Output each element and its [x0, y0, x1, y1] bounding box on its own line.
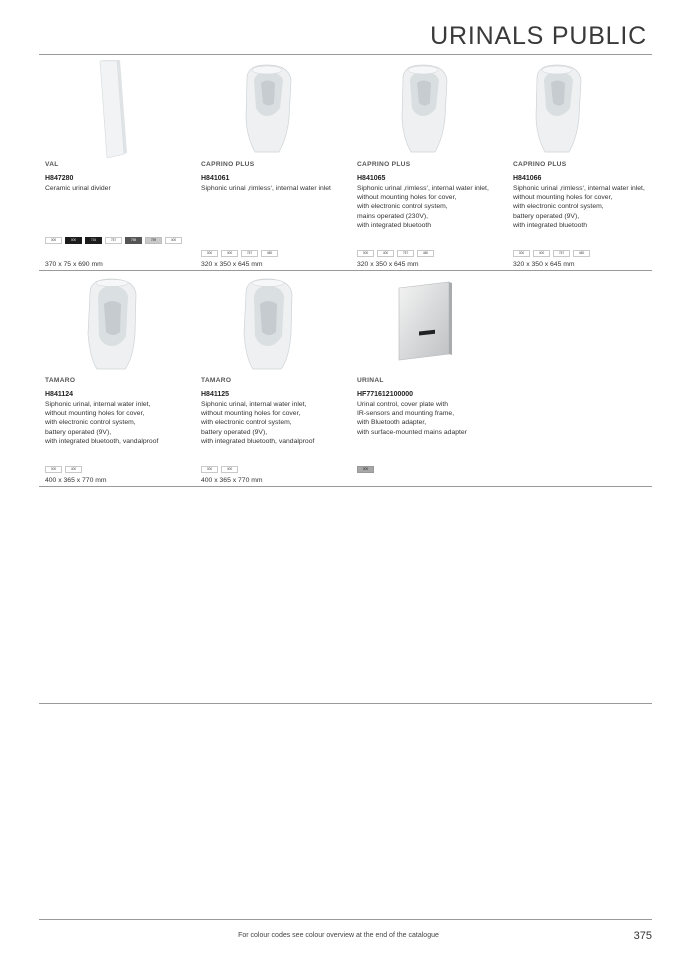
product-code: H841065 [357, 175, 386, 182]
product-series: TAMARO [201, 377, 232, 384]
colour-swatches [201, 466, 346, 473]
product-series: VAL [45, 161, 59, 168]
product-image [357, 58, 502, 158]
colour-swatch: 000 [65, 237, 82, 244]
product-code: H841124 [45, 391, 74, 398]
colour-swatch: 000 [357, 250, 374, 257]
product-description: Siphonic urinal, internal water inlet, without mounting holes for cover, with electronic control system, battery operated (9V), with integrated bluetooth, vandalproof [45, 401, 159, 445]
colour-swatch: 758 [125, 237, 142, 244]
product-code: H847280 [45, 175, 74, 182]
product-card-h841066[interactable] [513, 58, 658, 268]
product-dimensions: 370 x 75 x 690 mm [45, 261, 103, 268]
colour-swatches [45, 237, 190, 244]
product-dimensions: 320 x 350 x 645 mm [513, 261, 575, 268]
colour-swatch: 480 [417, 250, 434, 257]
product-dimensions: 320 x 350 x 645 mm [201, 261, 263, 268]
product-series: TAMARO [45, 377, 76, 384]
product-image [45, 274, 190, 374]
colour-swatch: 400 [65, 466, 82, 473]
product-description: Siphonic urinal, internal water inlet, without mounting holes for cover, with electronic control system, battery operated (9V), with integrated bluetooth, vandalproof [201, 401, 315, 445]
colour-swatches [357, 466, 502, 473]
colour-swatch: 716 [85, 237, 102, 244]
product-series: CAPRINO PLUS [513, 161, 567, 168]
colour-swatch: 480 [261, 250, 278, 257]
colour-swatch: 000 [201, 250, 218, 257]
colour-swatch: 480 [573, 250, 590, 257]
colour-swatch: 757 [241, 250, 258, 257]
product-image [201, 274, 346, 374]
header-divider [39, 54, 652, 55]
page-title: URINALS PUBLIC [430, 22, 647, 50]
product-card-val[interactable] [45, 58, 190, 268]
product-code: H841061 [201, 175, 230, 182]
product-code: H841125 [201, 391, 230, 398]
product-series: URINAL [357, 377, 384, 384]
product-code: HF771612100000 [357, 391, 414, 398]
product-series: CAPRINO PLUS [357, 161, 411, 168]
product-card-h841065[interactable] [357, 58, 502, 268]
product-card-h841125[interactable] [201, 274, 346, 484]
colour-swatch: 757 [553, 250, 570, 257]
product-series: CAPRINO PLUS [201, 161, 255, 168]
colour-swatch: 400 [377, 250, 394, 257]
product-description: Urinal control, cover plate with IR-sensors and mounting frame, with Bluetooth adapter, with surface-mounted mains adapter [357, 401, 467, 436]
product-description: Ceramic urinal divider [45, 185, 111, 192]
product-description: Siphonic urinal ‚rimless‘, internal water inlet, without mounting holes for cover, with electronic control system, battery operated (9V), with integrated bluetooth [513, 185, 645, 229]
colour-swatch: 400 [165, 237, 182, 244]
page-number: 375 [633, 930, 652, 942]
colour-swatch: 000 [45, 237, 62, 244]
product-image [45, 58, 190, 158]
colour-swatch: 757 [105, 237, 122, 244]
colour-swatch: 000 [357, 466, 374, 473]
colour-swatch: 000 [513, 250, 530, 257]
product-image [357, 274, 502, 374]
row-divider [39, 486, 652, 487]
product-dimensions: 400 x 365 x 770 mm [45, 477, 107, 484]
product-dimensions: 400 x 365 x 770 mm [201, 477, 263, 484]
colour-swatches [201, 250, 346, 257]
colour-swatch: 400 [221, 250, 238, 257]
colour-swatch: 000 [45, 466, 62, 473]
colour-swatch: 757 [397, 250, 414, 257]
product-card-h841124[interactable] [45, 274, 190, 484]
colour-swatches [513, 250, 658, 257]
colour-swatch: 000 [201, 466, 218, 473]
footer-divider [39, 919, 652, 920]
product-description: Siphonic urinal ‚rimless‘, internal water inlet [201, 185, 331, 192]
product-image [513, 58, 658, 158]
colour-swatches [45, 466, 190, 473]
product-description: Siphonic urinal ‚rimless‘, internal water inlet, without mounting holes for cover, with electronic control system, mains operated (230V), with integrated bluetooth [357, 185, 489, 229]
row-divider [39, 270, 652, 271]
product-dimensions: 320 x 350 x 645 mm [357, 261, 419, 268]
colour-swatch: 400 [533, 250, 550, 257]
footer-note: For colour codes see colour overview at the end of the catalogue [238, 932, 439, 939]
colour-swatch: 400 [221, 466, 238, 473]
product-code: H841066 [513, 175, 542, 182]
colour-swatch: 759 [145, 237, 162, 244]
product-card-hf771612100000[interactable] [357, 274, 502, 471]
section-divider [39, 703, 652, 704]
product-image [201, 58, 346, 158]
colour-swatches [357, 250, 502, 257]
product-card-h841061[interactable] [201, 58, 346, 268]
